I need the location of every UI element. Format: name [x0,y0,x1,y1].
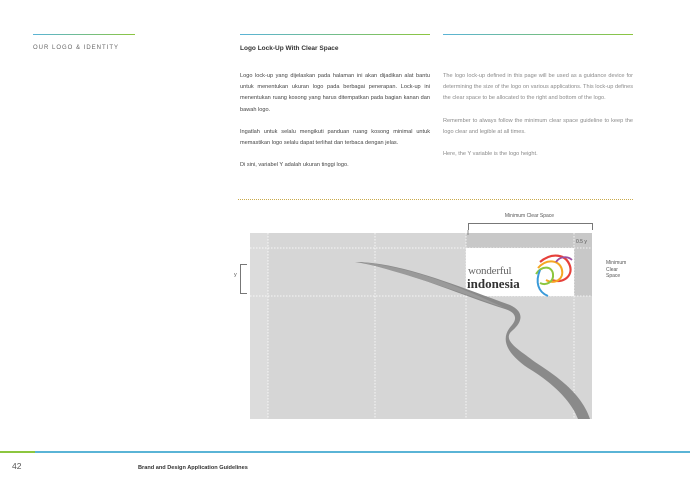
page-number: 42 [12,461,22,471]
min-clear-space-top-label: Minimum Clear Space [504,213,555,219]
section-label: OUR LOGO & IDENTITY [33,45,120,51]
min-clear-space-right-line-1: Minimum [606,260,627,266]
min-clear-space-right-line-3: Space [606,273,621,279]
logo-wordmark-indonesia: indonesia [467,276,520,291]
footer-title: Brand and Design Application Guidelines [138,465,248,471]
body-id-paragraph-1: Logo lock-up yang dijelaskan pada halaman ini akan dijadikan alat bantu untuk menentukan ukuran logo pada berbagai penerapan. Lock-up ini menentukan ruang kosong yang harus ditempatkan pada bagian kanan dan bawah logo. [240,73,430,113]
logo-symbol [536,256,572,296]
y-height-bracket [240,264,247,294]
body-en-paragraph-1: The logo lock-up defined in this page will be used as a guidance device for determining the size of the logo on various applications. This lock-up defines the clear space to be allocated to the right and bottom of the logo. [443,73,633,102]
min-clear-space-right-line-2: Clear [606,266,618,273]
page-title: Logo Lock-Up With Clear Space [240,45,339,52]
footer-rule [0,451,690,453]
body-id-paragraph-2: Ingatlah untuk selalu mengikuti panduan ruang kosong minimal untuk memastikan logo selalu dapat terlihat dan terbaca dengan jelas. [240,128,430,147]
body-en-paragraph-3: Here, the Y variable is the logo height. [443,151,538,158]
y-height-label: y [234,272,237,278]
body-id-paragraph-3: Di sini, variabel Y adalah ukuran tinggi logo. [240,162,349,169]
logo-wordmark-wonderful: wonderful [468,265,512,277]
half-y-label: 0.5 y [576,239,587,245]
body-en-paragraph-2: Remember to always follow the minimum clear space guideline to keep the logo clear and legible at all times. [443,117,633,135]
min-clear-space-right-label [606,260,626,280]
